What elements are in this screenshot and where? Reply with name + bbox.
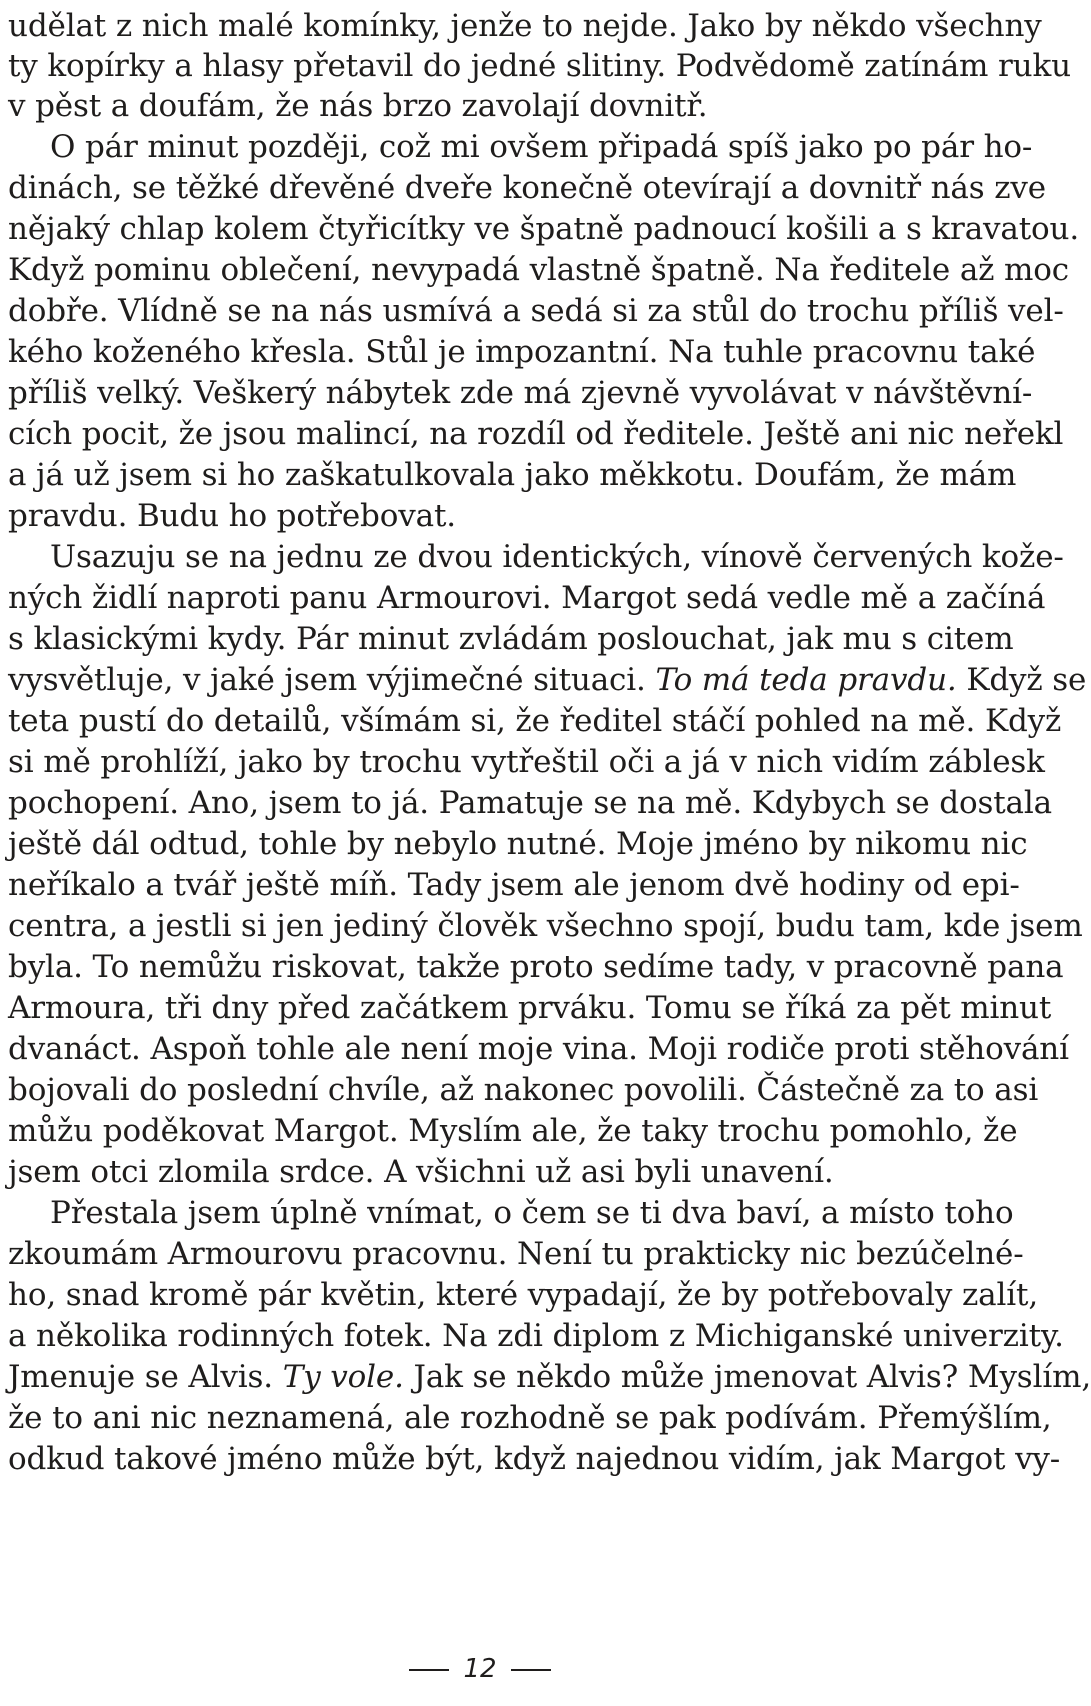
text-line: ných židlí naproti panu Armourovi. Margot sedá vedle mě a začíná bbox=[8, 580, 1046, 616]
folio-dash-right bbox=[511, 1669, 551, 1671]
text-line: cích pocit, že jsou malincí, na rozdíl od ředitele. Ještě ani nic neřekl bbox=[8, 416, 1064, 452]
text-line: dvanáct. Aspoň tohle ale není moje vina. Moji rodiče proti stěhování bbox=[8, 1031, 1069, 1067]
text-line: že to ani nic neznamená, ale rozhodně se pak podívám. Přemýšlím, bbox=[8, 1400, 1052, 1436]
text-line: nějaký chlap kolem čtyřicítky ve špatně padnoucí košili a s kravatou. bbox=[8, 211, 1080, 247]
text-line: pochopení. Ano, jsem to já. Pamatuje se na mě. Kdybych se dostala bbox=[8, 785, 1052, 821]
text-line: udělat z nich malé komínky, jenže to nejde. Jako by někdo všechny bbox=[8, 8, 1042, 44]
text-line: ještě dál odtud, tohle by nebylo nutné. Moje jméno by nikomu nic bbox=[8, 826, 1028, 862]
italic-text: Ty vole. bbox=[282, 1359, 404, 1395]
page-number bbox=[0, 1652, 960, 1686]
text-line: odkud takové jméno může být, když najednou vidím, jak Margot vy- bbox=[8, 1441, 1061, 1477]
text-segment: vysvětluje, v jaké jsem výjimečné situaci. bbox=[8, 662, 646, 698]
text-line: dinách, se těžké dřevěné dveře konečně otevírají a dovnitř nás zve bbox=[8, 170, 1046, 206]
text-line: byla. To nemůžu riskovat, takže proto sedíme tady, v pracovně pana bbox=[8, 949, 1064, 985]
text-line: bojovali do poslední chvíle, až nakonec povolili. Částečně za to asi bbox=[8, 1072, 1039, 1108]
text-line: neříkalo a tvář ještě míň. Tady jsem ale jenom dvě hodiny od epi- bbox=[8, 867, 1020, 903]
text-line: centra, a jestli si jen jediný člověk všechno spojí, budu tam, kde jsem bbox=[8, 908, 1083, 944]
paragraph-first-line: Přestala jsem úplně vnímat, o čem se ti dva baví, a místo toho bbox=[50, 1195, 1014, 1231]
text-line: příliš velký. Veškerý nábytek zde má zjevně vyvolávat v návštěvní- bbox=[8, 375, 1033, 411]
text-line: pravdu. Budu ho potřebovat. bbox=[8, 498, 456, 534]
paragraph-first-line: Usazuju se na jednu ze dvou identických, vínově červených kože- bbox=[50, 539, 1064, 575]
text-line: Když pominu oblečení, nevypadá vlastně špatně. Na ředitele až moc bbox=[8, 252, 1070, 288]
folio-dash-left bbox=[409, 1669, 449, 1671]
text-line: ho, snad kromě pár květin, které vypadají, že by potřebovaly zalít, bbox=[8, 1277, 1039, 1313]
text-line: jsem otci zlomila srdce. A všichni už asi byli unavení. bbox=[8, 1154, 834, 1190]
text-line bbox=[8, 660, 1087, 700]
text-line: kého koženého křesla. Stůl je impozantní. Na tuhle pracovnu také bbox=[8, 334, 1036, 370]
text-line: si mě prohlíží, jako by trochu vytřeštil oči a já v nich vidím záblesk bbox=[8, 744, 1045, 780]
text-line bbox=[8, 1357, 1091, 1397]
text-line: v pěst a doufám, že nás brzo zavolají dovnitř. bbox=[8, 88, 708, 124]
text-line: zkoumám Armourovu pracovnu. Není tu prakticky nic bezúčelné- bbox=[8, 1236, 1024, 1272]
text-line: teta pustí do detailů, všímám si, že ředitel stáčí pohled na mě. Když bbox=[8, 703, 1062, 739]
paragraph-first-line: O pár minut později, což mi ovšem připadá spíš jako po pár ho- bbox=[50, 129, 1033, 165]
italic-text: To má teda pravdu. bbox=[655, 662, 957, 698]
text-line: ty kopírky a hlasy přetavil do jedné slitiny. Podvědomě zatínám ruku bbox=[8, 48, 1071, 84]
text-line: a několika rodinných fotek. Na zdi diplom z Michiganské univerzity. bbox=[8, 1318, 1064, 1354]
text-line: můžu poděkovat Margot. Myslím ale, že taky trochu pomohlo, že bbox=[8, 1113, 1018, 1149]
text-line: s klasickými kydy. Pár minut zvládám poslouchat, jak mu s citem bbox=[8, 621, 1014, 657]
text-segment: Jak se někdo může jmenovat Alvis? Myslím, bbox=[413, 1359, 1091, 1395]
text-line: dobře. Vlídně se na nás usmívá a sedá si za stůl do trochu příliš vel- bbox=[8, 293, 1064, 329]
page-number-text: 12 bbox=[463, 1654, 497, 1684]
text-line: Armoura, tři dny před začátkem prváku. Tomu se říká za pět minut bbox=[8, 990, 1052, 1026]
text-line: a já už jsem si ho zaškatulkovala jako měkkotu. Doufám, že mám bbox=[8, 457, 1017, 493]
text-segment: Když se bbox=[966, 662, 1087, 698]
text-segment: Jmenuje se Alvis. bbox=[8, 1359, 273, 1395]
